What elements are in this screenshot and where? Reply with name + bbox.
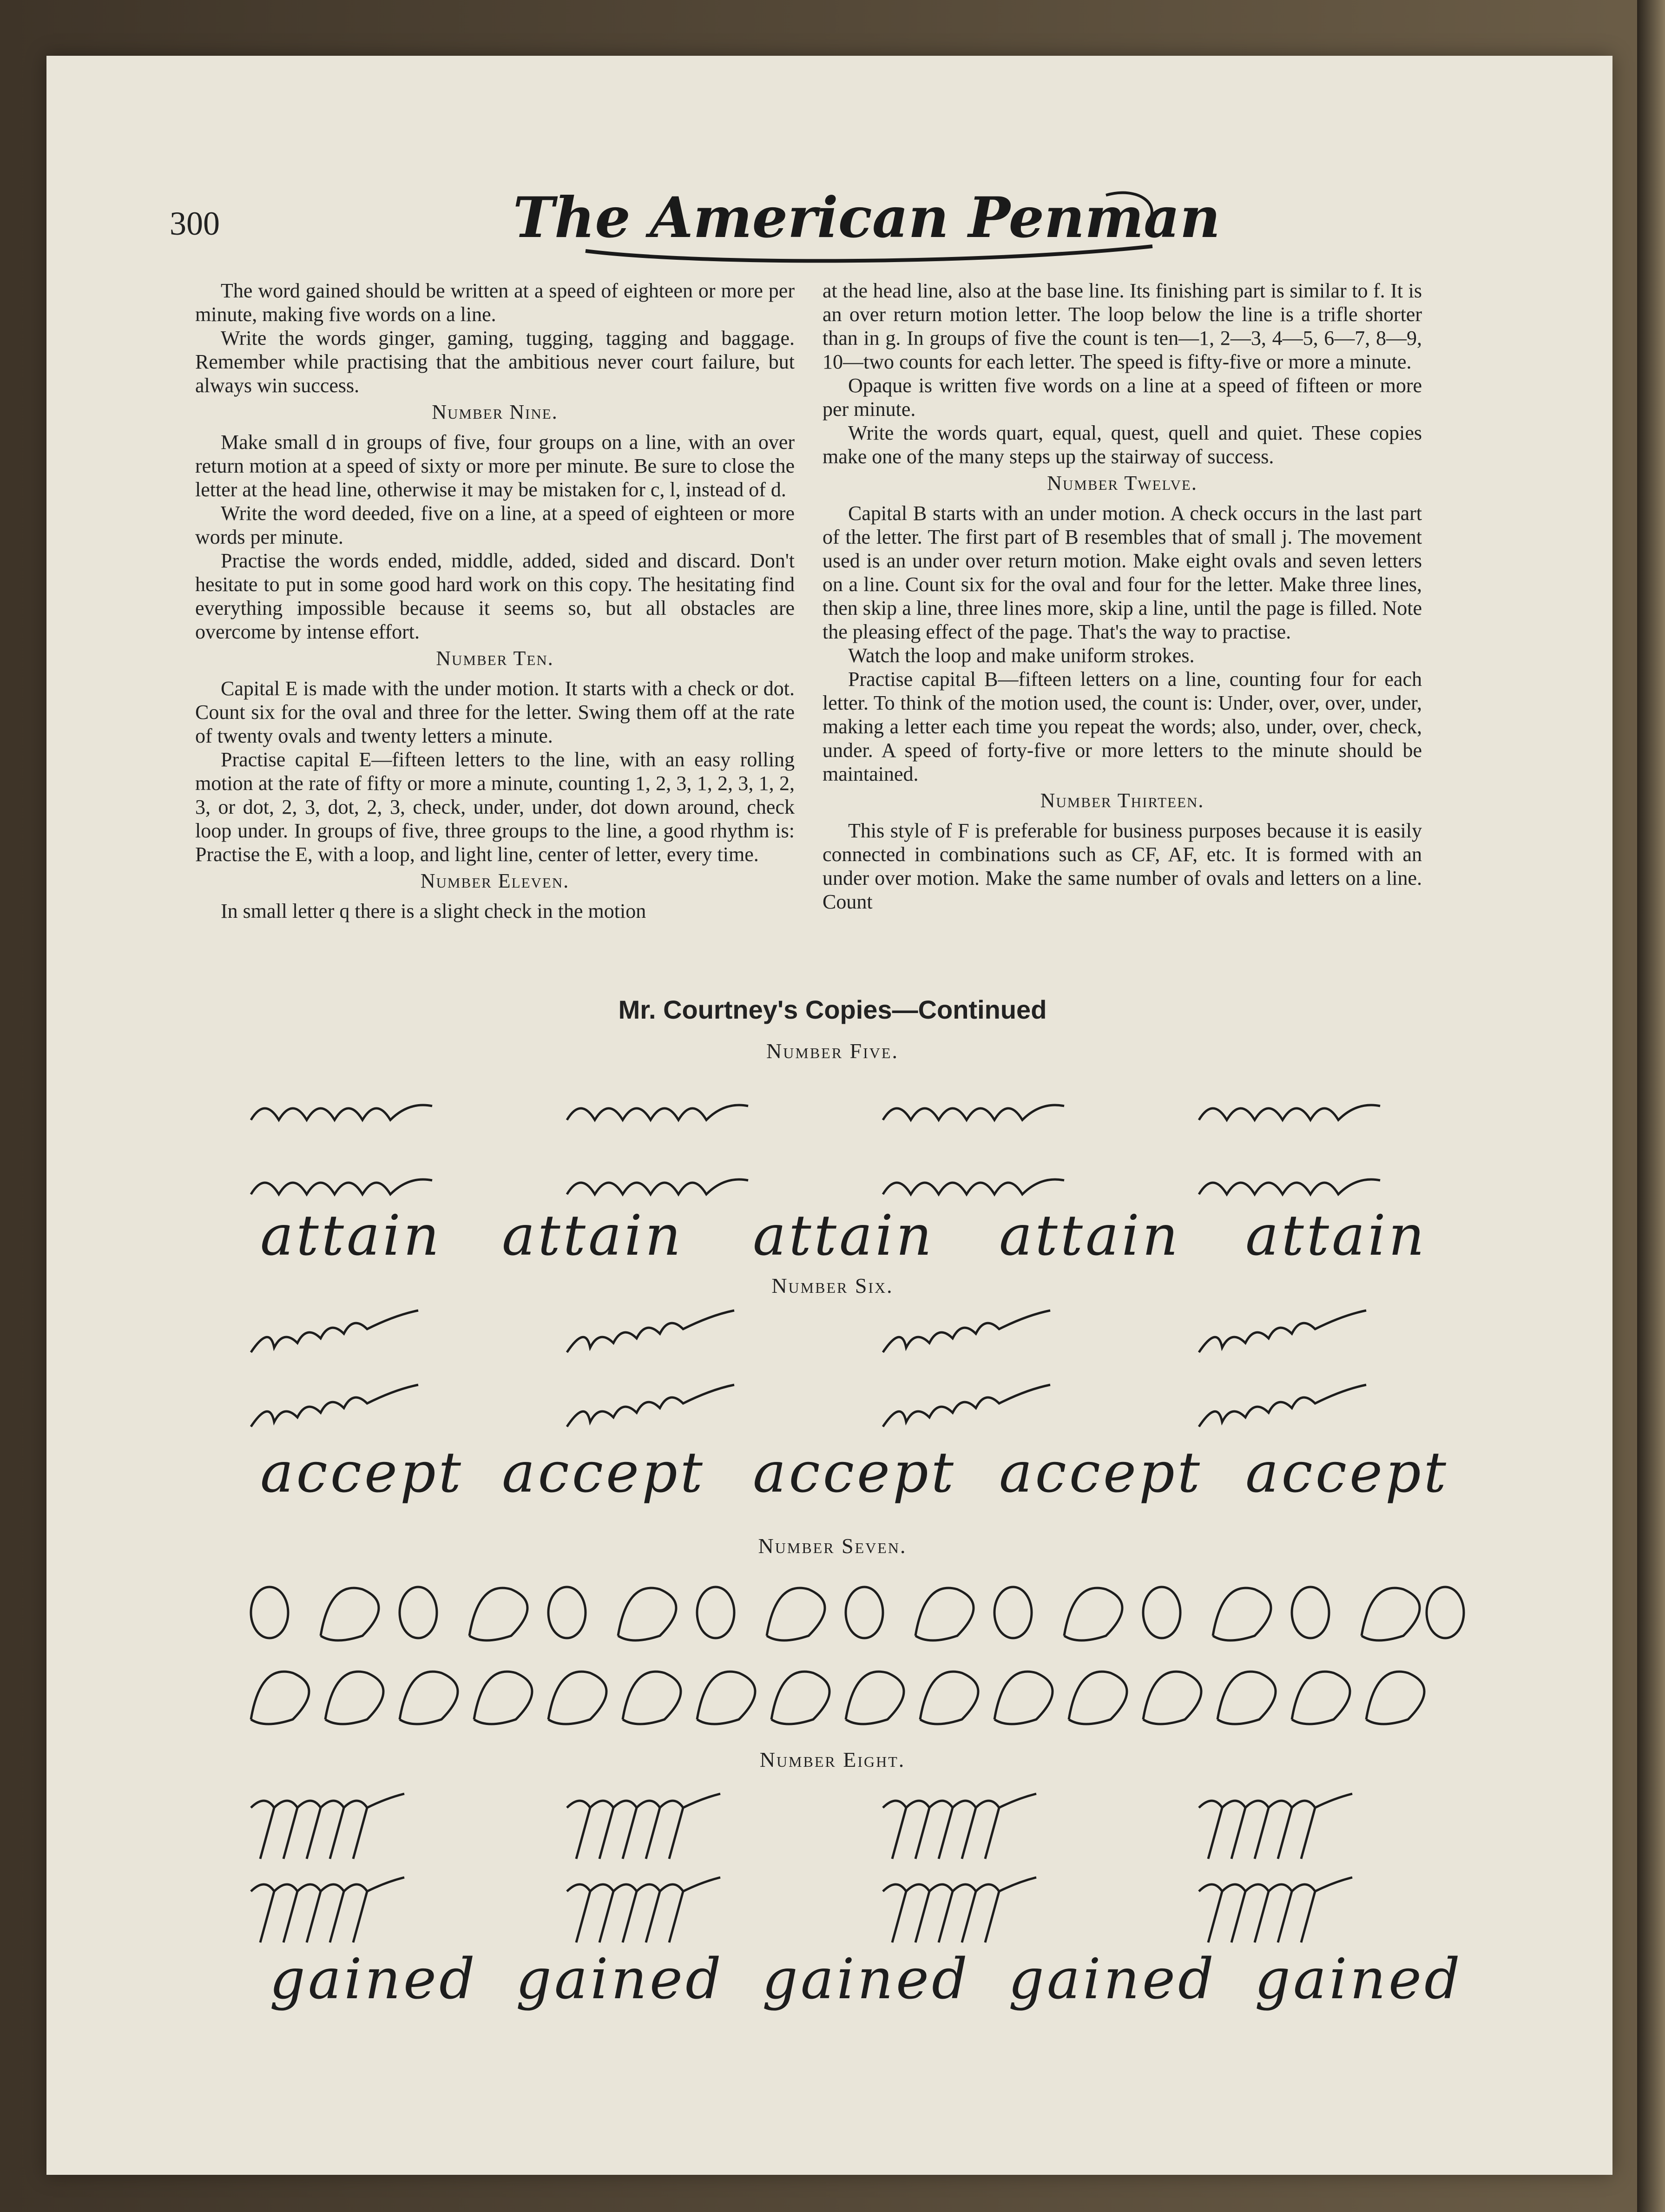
paragraph: Practise the words ended, middle, added, sided and discard. Don't hesitate to put in some good hard work on this copy. The hesitating find everything impossible because it seems so, but all obstacles are overcome by intense effort. <box>195 549 795 643</box>
copy-line-oval-d <box>242 1571 1468 1654</box>
paragraph: Write the word deeded, five on a line, at a speed of eighteen or more words per minute. <box>195 502 795 548</box>
section-heading: Number Eight. <box>759 1748 906 1771</box>
section-heading: Number Five. <box>766 1039 899 1063</box>
handwriting-g-row <box>242 1780 1468 1863</box>
copy-line-a <box>242 1064 1468 1148</box>
left-column <box>195 279 795 923</box>
paragraph: This style of F is preferable for business purposes because it is easily connected in combinations such as CF, AF, etc. It is formed with an under over motion. Make the same number of ovals and letters on a line. Count <box>823 819 1422 913</box>
handwritten-word: attain <box>502 1204 684 1268</box>
right-column <box>823 279 1422 914</box>
paragraph: at the head line, also at the base line. Its finishing part is similar to f. It is an over return motion letter. The loop below the line is a trifle shorter than in g. In groups of five the count is ten—1, 2—3, 4—5, 6—7, 8—9, 10—two counts for each letter. The speed is fifty-five or more a minute. <box>823 279 1422 373</box>
copy-line-c <box>242 1297 1468 1380</box>
section-heading: Number Thirteen. <box>1040 789 1204 812</box>
book-spine <box>1637 0 1665 2212</box>
handwriting-d-row <box>242 1654 1468 1738</box>
handwriting-c-row <box>242 1297 1468 1380</box>
handwritten-word: accept <box>260 1441 464 1505</box>
copies-title: Mr. Courtney's Copies—Continued <box>618 995 1047 1024</box>
handwritten-word: gained <box>762 1947 970 2012</box>
paragraph: Watch the loop and make uniform strokes. <box>848 644 1195 667</box>
handwriting-oval-d-row <box>242 1571 1468 1654</box>
handwritten-word: accept <box>999 1441 1203 1505</box>
handwritten-word: gained <box>1008 1947 1217 2012</box>
copy-line-d <box>242 1654 1468 1738</box>
paragraph: Capital E is made with the under motion. It starts with a check or dot. Count six for the oval and three for the letter. Swing them off at the rate of twenty ovals and twenty letters a minute. <box>195 677 795 747</box>
copy-line-g <box>242 1863 1468 1947</box>
handwritten-word: accept <box>502 1441 706 1505</box>
handwritten-word: gained <box>270 1947 478 2012</box>
handwriting-a-row <box>242 1064 1468 1148</box>
svg-text:The American Penman: The American Penman <box>513 185 1221 250</box>
section-heading: Number Ten. <box>436 647 554 670</box>
page-number: 300 <box>170 205 220 242</box>
handwritten-word: accept <box>1245 1441 1449 1505</box>
copy-line-g <box>242 1780 1468 1863</box>
paragraph: Practise capital E—fifteen letters to the line, with an easy rolling motion at the rate of fifty or more a minute, counting 1, 2, 3, 1, 2, 3, 1, 2, 3, or dot, 2, 3, dot, 2, 3, check, under, under, dot down around, check loop under. In groups of five, three groups to the line, a good rhythm is: Practise the E, with a loop, and light line, center of letter, every time. <box>195 748 795 866</box>
section-heading: Number Twelve. <box>1047 472 1198 494</box>
section-heading: Number Eleven. <box>420 869 570 892</box>
paragraph: The word gained should be written at a speed of eighteen or more per minute, making five words on a line. <box>195 279 795 326</box>
paragraph: Opaque is written five words on a line at a speed of fifteen or more per minute. <box>823 374 1422 421</box>
handwritten-word: attain <box>753 1204 935 1268</box>
handwritten-word: attain <box>260 1204 442 1268</box>
paragraph: Make small d in groups of five, four groups on a line, with an over return motion at a speed of sixty or more per minute. Be sure to close the letter at the head line, otherwise it may be mistaken for c, l, instead of d. <box>195 431 795 501</box>
section-heading: Number Nine. <box>432 401 558 423</box>
section-heading: Number Seven. <box>758 1534 907 1558</box>
masthead-logo <box>513 177 1221 270</box>
section-heading: Number Six. <box>771 1274 894 1297</box>
paragraph: Capital B starts with an under motion. A check occurs in the last part of the letter. The first part of B resembles that of small j. The movement used is an under over return motion. Make eight ovals and seven letters on a line. Count six for the oval and four for the letter. Make three lines, then skip a line, three lines more, skip a line, until the page is filled. Note the pleasing effect of the page. That's the way to practise. <box>823 502 1422 643</box>
paragraph: Practise capital B—fifteen letters on a line, counting four for each letter. To think of the motion used, the count is: Under, over, over, under, making a letter each time you repeat the words; also, under, over, check, under. A speed of forty-five or more letters to the minute should be maintained. <box>823 668 1422 785</box>
handwritten-word: gained <box>1255 1947 1463 2012</box>
handwritten-word: accept <box>753 1441 957 1505</box>
handwritten-word: attain <box>999 1204 1181 1268</box>
handwriting-g-row <box>242 1863 1468 1947</box>
paragraph: Write the words quart, equal, quest, quell and quiet. These copies make one of the many steps up the stairway of success. <box>823 421 1422 468</box>
paragraph: Write the words ginger, gaming, tugging, tagging and baggage. Remember while practising that the ambitious never court failure, but always win success. <box>195 327 795 397</box>
paragraph: In small letter q there is a slight check in the motion <box>221 900 646 922</box>
handwritten-word: gained <box>516 1947 724 2012</box>
handwritten-word: attain <box>1245 1204 1428 1268</box>
